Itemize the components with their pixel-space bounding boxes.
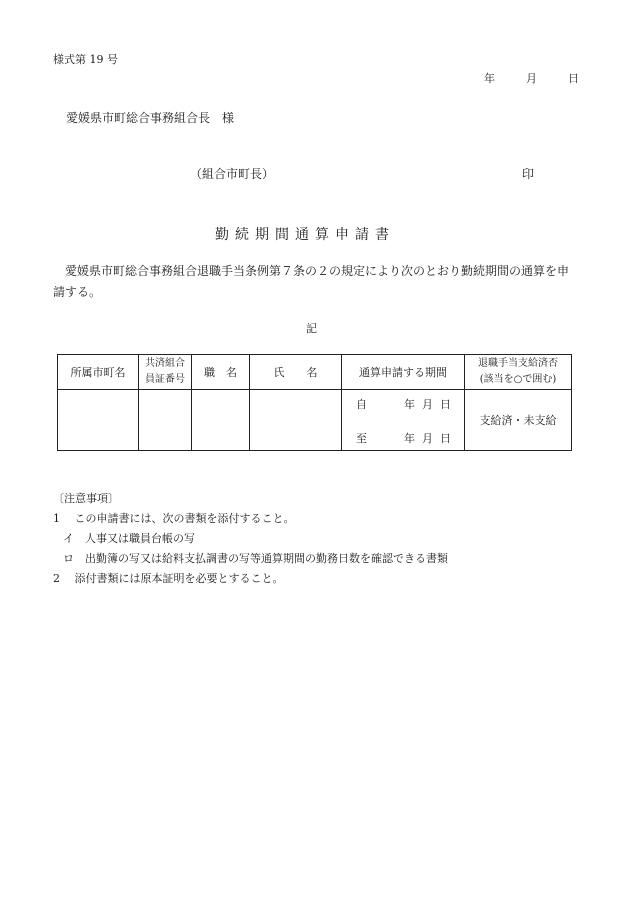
period-from-month: 月 (422, 398, 433, 411)
header-position: 職 名 (192, 355, 250, 390)
header-mutual-aid-line2: 員証番号 (145, 374, 185, 385)
period-from-label: 自 (356, 398, 367, 411)
period-to-label: 至 (356, 432, 367, 445)
period-from-line (342, 396, 464, 416)
header-period: 通算申請する期間 (342, 355, 465, 390)
document-title: 勤続期間通算申請書 (215, 227, 395, 243)
cell-position[interactable] (192, 390, 250, 451)
date-day: 日 (568, 72, 579, 85)
cell-payment-choice[interactable]: 支給済・未支給 (465, 390, 572, 451)
cell-period[interactable] (342, 390, 465, 451)
date-month: 月 (526, 72, 537, 85)
body-text: 愛媛県市町総合事務組合退職手当条例第７条の２の規定により次のとおり勤続期間の通算を申請する。 (53, 264, 570, 299)
header-mutual-aid (139, 355, 192, 390)
seal-mark: 印 (522, 167, 535, 181)
period-from-day: 日 (440, 398, 451, 411)
period-to-month: 月 (422, 432, 433, 445)
note-item-1: 1 この申請書には、次の書類を添付すること。 (53, 512, 295, 525)
notes-heading: 〔注意事項〕 (53, 492, 119, 505)
table-row (58, 390, 572, 451)
period-to-line (342, 430, 464, 450)
period-to-year: 年 (404, 432, 415, 445)
header-payment (465, 355, 572, 390)
cell-mutual-aid[interactable] (139, 390, 192, 451)
header-mutual-aid-line1: 共済組合 (145, 358, 185, 369)
note-item-1a: イ 人事又は職員台帳の写 (63, 532, 195, 545)
applicant-label: （組合市町長） (190, 167, 275, 181)
ki-mark: 記 (306, 322, 317, 335)
header-name: 氏 名 (250, 355, 342, 390)
note-item-2: 2 添付書類には原本証明を必要とすること。 (53, 572, 284, 585)
header-municipality: 所属市町名 (58, 355, 139, 390)
table-header-row (58, 355, 572, 390)
period-from-year: 年 (404, 398, 415, 411)
date-line (484, 70, 579, 86)
addressee: 愛媛県市町総合事務組合長 様 (66, 111, 235, 125)
note-item-1b: ロ 出勤簿の写又は給料支払調書の写等通算期間の勤務日数を確認できる書類 (63, 552, 448, 565)
header-payment-line2: (該当を○で囲む) (479, 374, 557, 385)
date-year: 年 (484, 72, 495, 85)
notes-section (53, 489, 448, 589)
header-payment-line1: 退職手当支給済否 (478, 358, 558, 369)
cell-municipality[interactable] (58, 390, 139, 451)
period-to-day: 日 (440, 432, 451, 445)
application-table (57, 354, 572, 451)
form-number: 様式第 19 号 (53, 53, 118, 66)
cell-name[interactable] (250, 390, 342, 451)
